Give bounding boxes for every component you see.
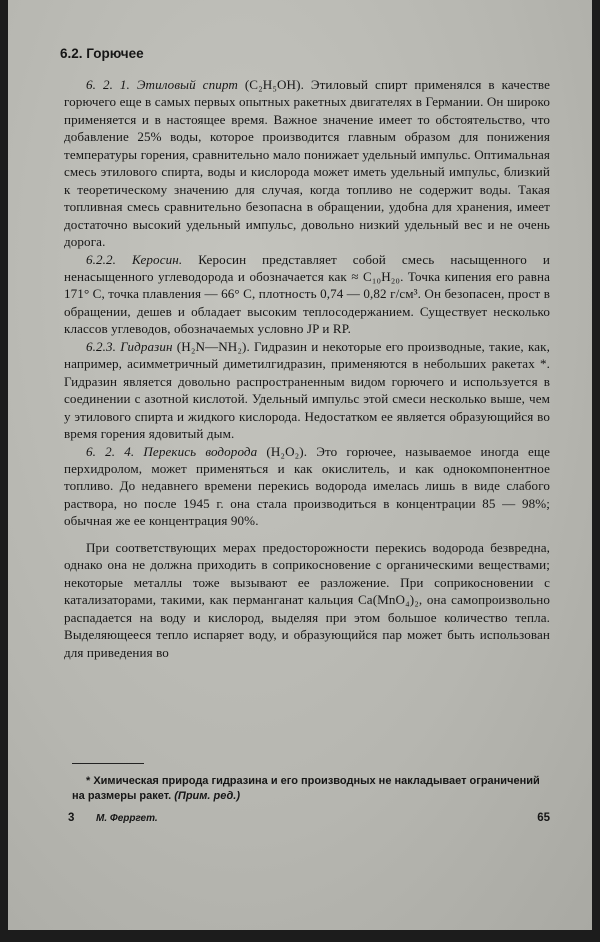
footnote [72,774,552,803]
subsection-heading: 6.2.3. Гидразин [86,338,173,354]
paragraph-text: (H₂N—NH₂). Гидразин и некоторые его производные, такие, как, например, асимметричный диметилгидразин, применяются в небольших ракетах *. Гидразин является довольно распространенным видом горючего и используется в соединении с азотной кислотой. Удельный импульс этой смеси несколько выше, чем у этилового спирта и жидкого кислорода. Недостатком ее является образующийся во время горения ядовитый дым. [64,338,550,442]
paragraph-text: Керосин представляет собой смесь насыщенного и ненасыщенного углеводорода и обозначается как ≈ C₁₀H₂₀. Точка кипения его равна 171° C, точка плавления — 66° C, плотность 0,74 — 0,82 г/см³. Он безопасен, прост в обращении, дешев и обладает высоким теплосодержанием. Существует несколько классов углеводов, обозначаемых условно JP и RP. [64,251,550,337]
book-page [8,0,592,930]
paragraph-text: (C₂H₅OH). Этиловый спирт применялся в качестве горючего еще в самых первых опытных ракетных двигателях в Германии. Он широко применяется и в настоящее время. Важное значение имеет то обстоятельство, что добавление 25% воды, которое производится главным образом для понижения температуры горения, сравнительно мало понижает удельный импульс. Оптимальная смесь этилового спирта, воды и кислорода может иметь удельный импульс, близкий к теоретическому значению для случая, когда топливо не содержит воды. Такая топливная смесь сравнительно безопасна в обращении, удобна для хранения, имеет достаточно высокий удельный импульс, довольно низкий удельный вес и не очень дорога. [64,77,550,250]
subsection-heading: 6. 2. 1. Этиловый спирт [86,77,238,92]
page-body [60,46,550,661]
paragraph-kerosene [64,251,550,338]
paragraph-peroxide [64,443,550,530]
paragraph-ethanol [64,76,550,251]
subsection-heading: 6. 2. 4. Перекись водорода [86,443,258,459]
signature-name: М. Ферргет. [96,813,158,824]
signature-number: 3 [68,812,75,824]
page-number: 65 [537,812,550,824]
paragraph-hydrazine [64,338,550,443]
paragraph-text: (H₂O₂). Это горючее, называемое иногда еще перхидролом, может применяться и как окислитель, и как однокомпонентное топливо. До недавнего времени перекись водорода имелась лишь в виде слабого раствора, но после 1945 г. она стала производиться в концентрации 85 — 98%; обычная же ее концентрация 90%. [64,443,550,529]
editor-note: (Прим. ред.) [174,789,241,802]
footnote-text: * Химическая природа гидразина и его производных не накладывает ограничений на размеры ракет. [72,775,540,802]
footnote-divider [72,763,144,764]
section-title: 6.2. Горючее [60,46,144,61]
paragraph-peroxide-safety: При соответствующих мерах предосторожности перекись водорода безвредна, однако она не должна приходить в соприкосновение с органическими веществами; некоторые металлы тоже вызывают ее разложение. При соприкосновении с катализаторами, такими, как перманганат кальция Ca(MnO₄)₂, она самопроизвольно распадается на воду и кислород, выделяя при этом большое количество тепла. Выделяющееся тепло испаряет воду, и образующийся пар может быть использован для приведения во [64,539,550,660]
subsection-heading: 6.2.2. Керосин. [86,251,183,267]
